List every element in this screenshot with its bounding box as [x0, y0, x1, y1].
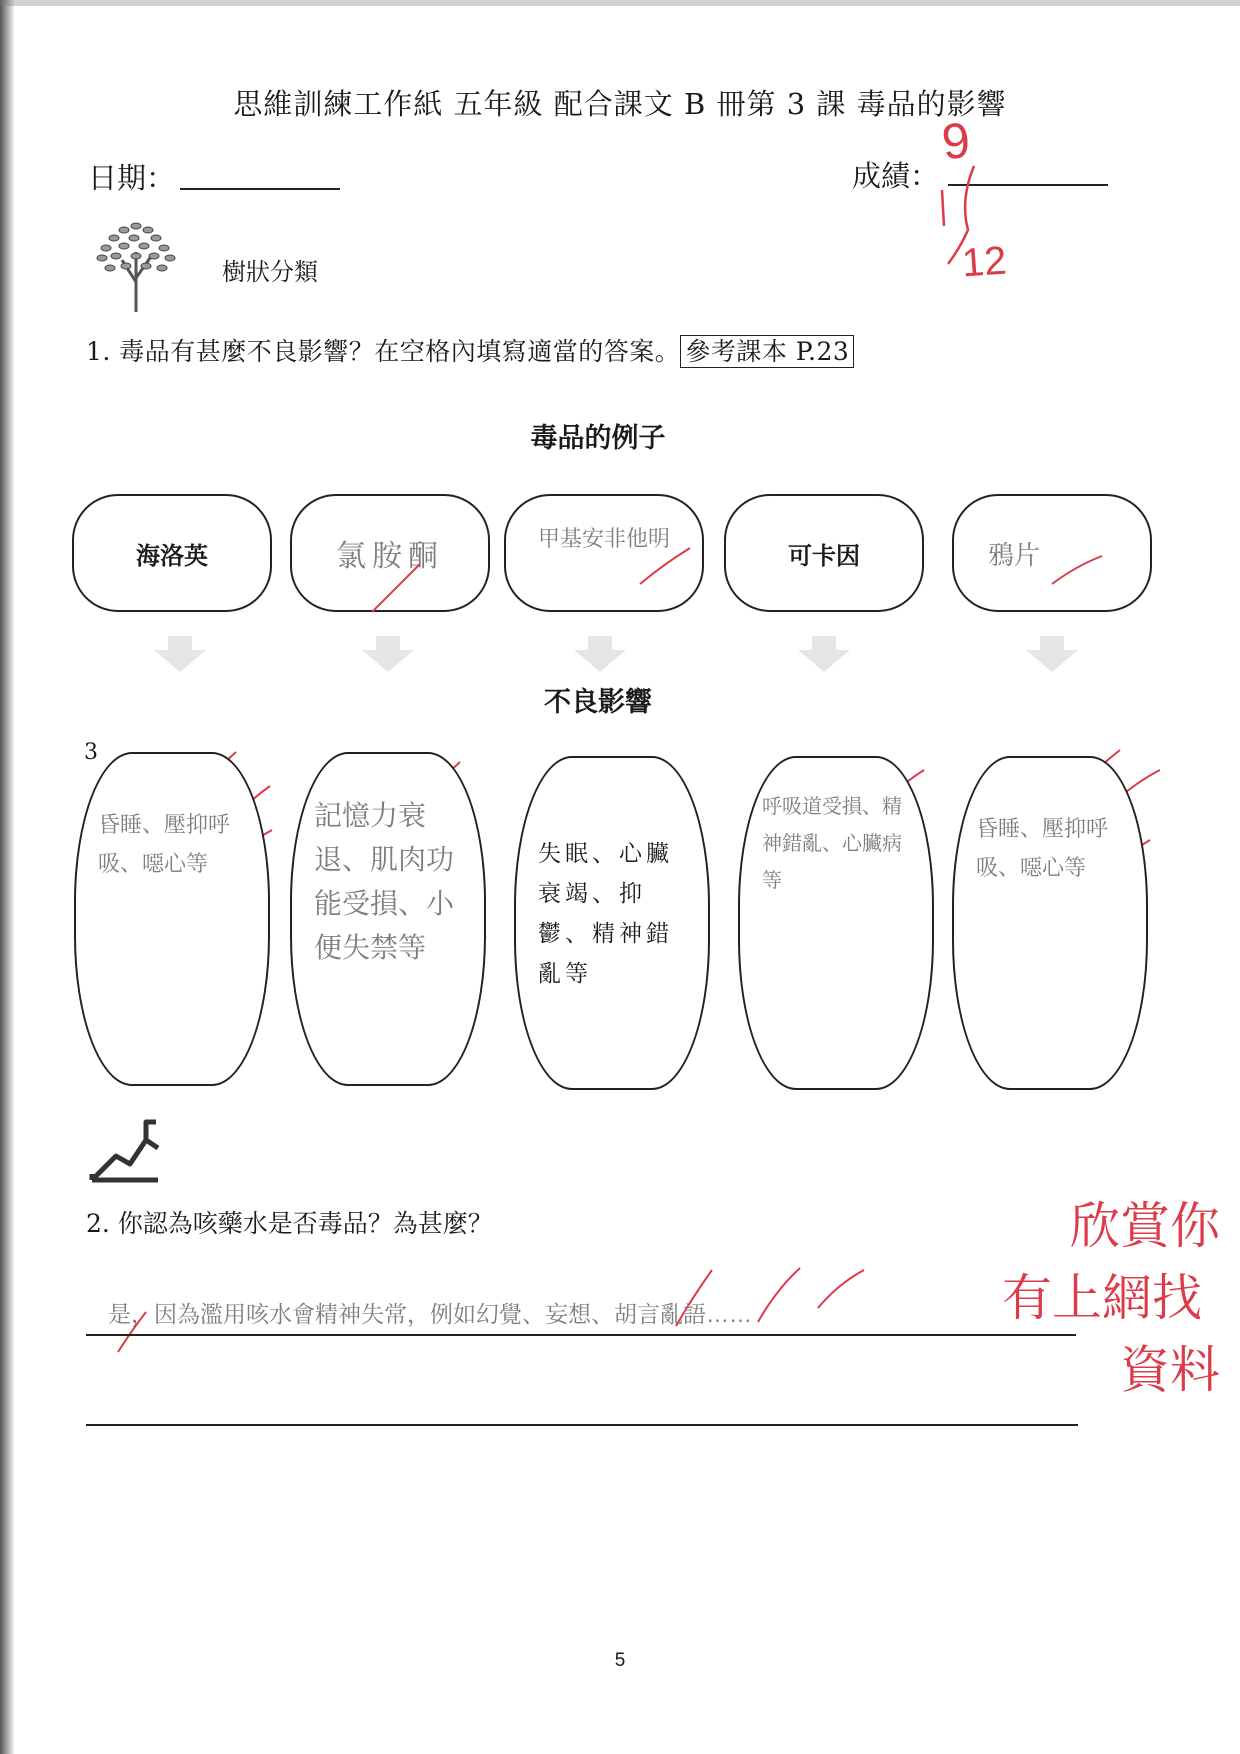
score-label: 成績：	[852, 159, 940, 193]
effect-box-5[interactable]	[952, 756, 1148, 1090]
tool-label: 樹狀分類	[222, 258, 318, 286]
answer-line-1	[86, 1334, 1076, 1336]
mountain-chart-icon	[88, 1118, 162, 1184]
page-number: 5	[614, 1650, 626, 1671]
worksheet-title: 思維訓練工作紙 五年級 配合課文 B 冊第 3 課 毒品的影響	[233, 87, 1007, 121]
effect-box-1[interactable]	[74, 752, 270, 1086]
date-label: 日期：	[88, 161, 176, 195]
effect-text-1: 昏睡、壓抑呼吸、噁心等	[98, 812, 231, 876]
question-1-text: 1. 毒品有甚麼不良影響？在空格內填寫適當的答案。	[86, 337, 681, 366]
question-2-text: 2. 你認為咳藥水是否毒品？為甚麼？	[86, 1209, 493, 1238]
answer-line-2[interactable]	[86, 1424, 1078, 1426]
question-2-answer[interactable]: 是，因為濫用咳水會精神失常，例如幻覺、妄想、胡言亂語……	[108, 1301, 752, 1327]
down-arrow-5	[1026, 636, 1078, 672]
effect-text-4: 呼吸道受損、精神錯亂、心臟病等	[762, 796, 902, 892]
grade-denominator: 12	[960, 238, 1008, 286]
teacher-comment-line-3: 資料	[1120, 1342, 1220, 1398]
effect-box-3[interactable]	[514, 756, 710, 1090]
teacher-comment	[1000, 1190, 1220, 1406]
example-text-5: 鴉片	[988, 539, 1041, 570]
effect-box-4[interactable]	[738, 756, 934, 1090]
example-text-4: 可卡因	[788, 541, 860, 570]
examples-heading: 毒品的例子	[530, 423, 666, 454]
down-arrow-3	[574, 636, 626, 672]
teacher-comment-line-2: 有上網找	[1002, 1270, 1202, 1326]
down-arrow-2	[362, 636, 414, 672]
effect-box-2[interactable]	[290, 752, 486, 1086]
down-arrow-4	[798, 636, 850, 672]
effect-text-3: 失眠、心臟衰竭、抑鬱、精神錯亂等	[538, 841, 673, 987]
down-arrow-1	[154, 636, 206, 672]
effects-heading: 不良影響	[544, 687, 652, 718]
effect-text-2: 記憶力衰退、肌肉功能受損、小便失禁等	[314, 800, 455, 963]
example-text-2: 氯胺酮	[336, 540, 444, 573]
example-text-3: 甲基安非他明	[537, 526, 670, 551]
effect-text-5: 昏睡、壓抑呼吸、噁心等	[976, 816, 1109, 880]
teacher-comment-line-1: 欣賞你	[1070, 1198, 1220, 1254]
textbook-reference: 參考課本 P.23	[680, 335, 854, 368]
example-text-1: 海洛英	[136, 541, 208, 570]
margin-note: 3	[84, 740, 98, 765]
grade-numerator: 9	[939, 111, 973, 171]
